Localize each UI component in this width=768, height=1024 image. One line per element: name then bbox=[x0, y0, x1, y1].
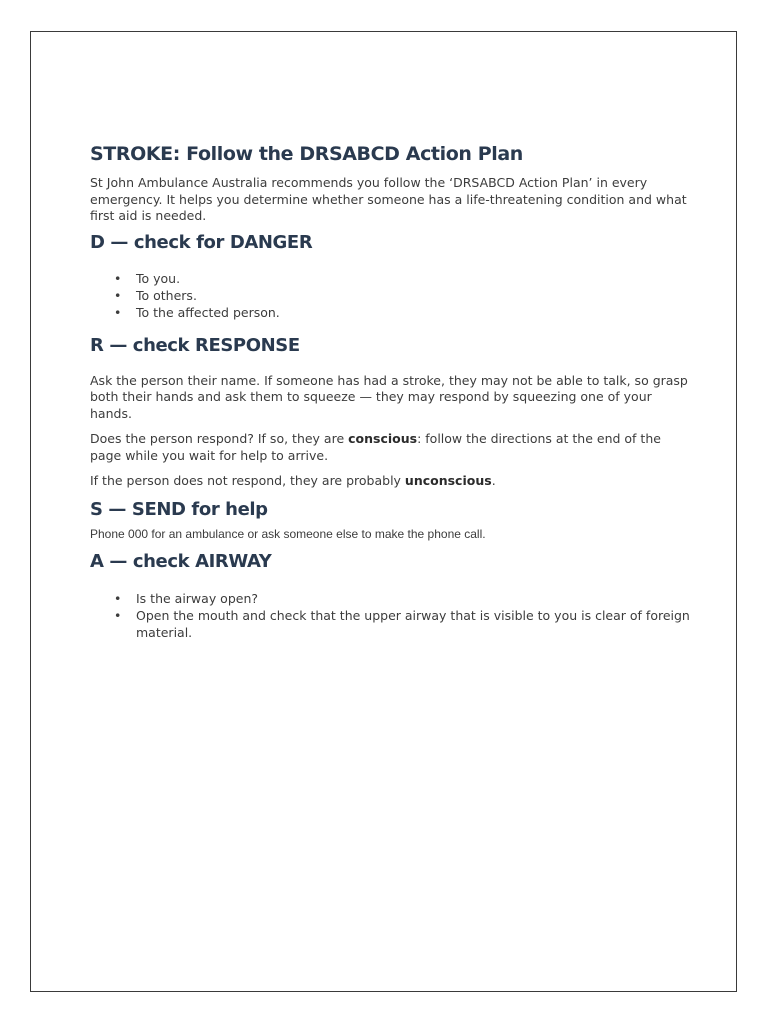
list-item: • To others. bbox=[136, 287, 690, 304]
danger-heading: D — check for DANGER bbox=[90, 231, 313, 253]
intro-paragraph: St John Ambulance Australia recommends you follow the ‘DRSABCD Action Plan’ in every emergency. It helps you determine whether someone has a life-threatening condition and what first aid is needed. bbox=[90, 175, 687, 223]
list-item: • To you. bbox=[136, 270, 690, 287]
airway-heading: A — check AIRWAY bbox=[90, 551, 272, 572]
conscious-term: conscious bbox=[348, 431, 418, 446]
document-page bbox=[30, 31, 737, 992]
page-content bbox=[90, 142, 690, 641]
danger-list bbox=[90, 270, 690, 321]
list-item: • To the affected person. bbox=[136, 304, 690, 321]
send-paragraph: Phone 000 for an ambulance or ask someone else to make the phone call. bbox=[90, 526, 486, 541]
response-heading: R — check RESPONSE bbox=[90, 334, 300, 356]
page-title: STROKE: Follow the DRSABCD Action Plan bbox=[90, 143, 523, 165]
unconscious-term: unconscious bbox=[404, 473, 492, 488]
list-item: • Open the mouth and check that the upper airway that is visible to you is clear of foreign material. bbox=[136, 607, 690, 641]
response-paragraph-3: If the person does not respond, they are probably unconscious. bbox=[90, 473, 496, 488]
airway-list bbox=[90, 590, 690, 641]
response-paragraph-2: Does the person respond? If so, they are conscious: follow the directions at the end of the page while you wait for help to arrive. bbox=[90, 431, 661, 463]
response-paragraph-1: Ask the person their name. If someone has had a stroke, they may not be able to talk, so grasp both their hands and ask them to squeeze — they may respond by squeezing one of your hands. bbox=[90, 372, 688, 421]
list-item: • Is the airway open? bbox=[136, 590, 690, 607]
send-heading: S — SEND for help bbox=[90, 498, 268, 520]
